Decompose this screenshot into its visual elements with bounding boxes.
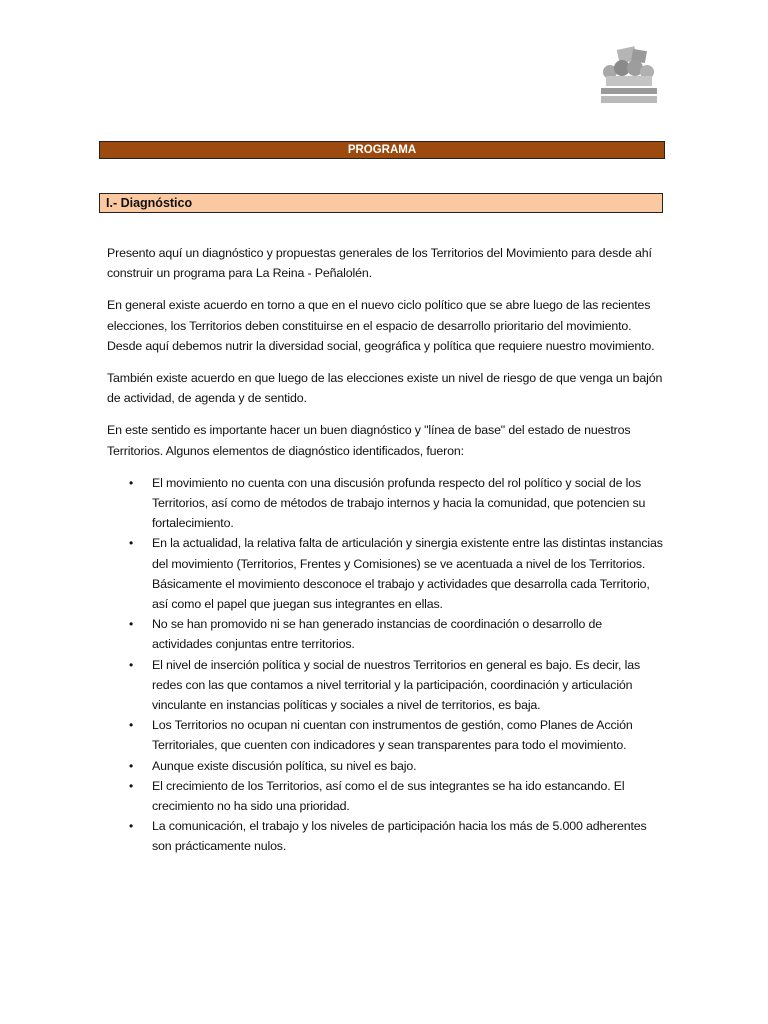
list-item <box>107 816 663 856</box>
bullet-icon: • <box>129 617 134 632</box>
section-heading: I.- Diagnóstico <box>99 193 663 213</box>
list-item-text: El movimiento no cuenta con una discusión profunda respecto del rol político y social de los Territorios, así como de métodos de trabajo internos y hacia la comunidad, que potencien su fortalecimiento. <box>152 475 646 531</box>
list-item <box>107 614 663 654</box>
list-item-text: Aunque existe discusión política, su nivel es bajo. <box>152 758 417 773</box>
bullet-icon: • <box>129 819 134 834</box>
paragraph: También existe acuerdo en que luego de las elecciones existe un nivel de riesgo de que venga un bajón de actividad, de agenda y de sentido. <box>107 371 663 406</box>
list-item <box>107 756 663 776</box>
list-item-text: El crecimiento de los Territorios, así como el de sus integrantes se ha ido estancando. El crecimiento no ha sido una prioridad. <box>152 778 625 814</box>
bullet-icon: • <box>129 475 134 490</box>
paragraph: En general existe acuerdo en torno a que en el nuevo ciclo político que se abre luego de las recientes elecciones, los Territorios deben constituirse en el espacio de desarrollo prioritario del movimiento. Desde aquí debemos nutrir la diversidad social, geográfica y política que requiere nuestro movimiento. <box>107 298 655 353</box>
paragraph: Presento aquí un diagnóstico y propuestas generales de los Territorios del Movimiento para desde ahí construir un programa para La Reina - Peñalolén. <box>107 246 652 281</box>
list-item <box>107 655 663 716</box>
list-item <box>107 473 663 534</box>
bullet-icon: • <box>129 657 134 672</box>
paragraph: En este sentido es importante hacer un buen diagnóstico y "línea de base" del estado de nuestros Territorios. Algunos elementos de diagnóstico identificados, fueron: <box>107 423 631 458</box>
bullet-icon: • <box>129 718 134 733</box>
bullet-icon: • <box>129 758 134 773</box>
bullet-icon: • <box>129 778 134 793</box>
list-item-text: La comunicación, el trabajo y los niveles de participación hacia los más de 5.000 adherentes son prácticamente nulos. <box>152 819 647 854</box>
diagnostic-list <box>107 473 663 857</box>
organization-logo-icon <box>598 44 658 106</box>
page-title: PROGRAMA <box>99 141 665 159</box>
list-item-text: Los Territorios no ocupan ni cuentan con instrumentos de gestión, como Planes de Acción Territoriales, que cuenten con indicadores y sean transparentes para todo el movimiento. <box>152 718 633 753</box>
bullet-icon: • <box>129 536 134 551</box>
list-item <box>107 533 663 614</box>
document-body <box>107 243 663 857</box>
list-item-text: No se han promovido ni se han generado instancias de coordinación o desarrollo de actividades conjuntas entre territorios. <box>152 617 603 652</box>
list-item-text: En la actualidad, la relativa falta de articulación y sinergia existente entre las distintas instancias del movimiento (Territorios, Frentes y Comisiones) se ve acentuada a nivel de los Territorios. Básicamente el movimiento desconoce el trabajo y actividades que desarrolla cada Territorio, así como el papel que juegan sus integrantes en ellas. <box>152 536 663 612</box>
list-item-text: El nivel de inserción política y social de nuestros Territorios en general es bajo. Es decir, las redes con las que contamos a nivel territorial y la participación, coordinación y articulación vinculante en instancias políticas y sociales a nivel de territorios, es baja. <box>152 657 640 713</box>
list-item <box>107 715 663 755</box>
list-item <box>107 776 663 816</box>
